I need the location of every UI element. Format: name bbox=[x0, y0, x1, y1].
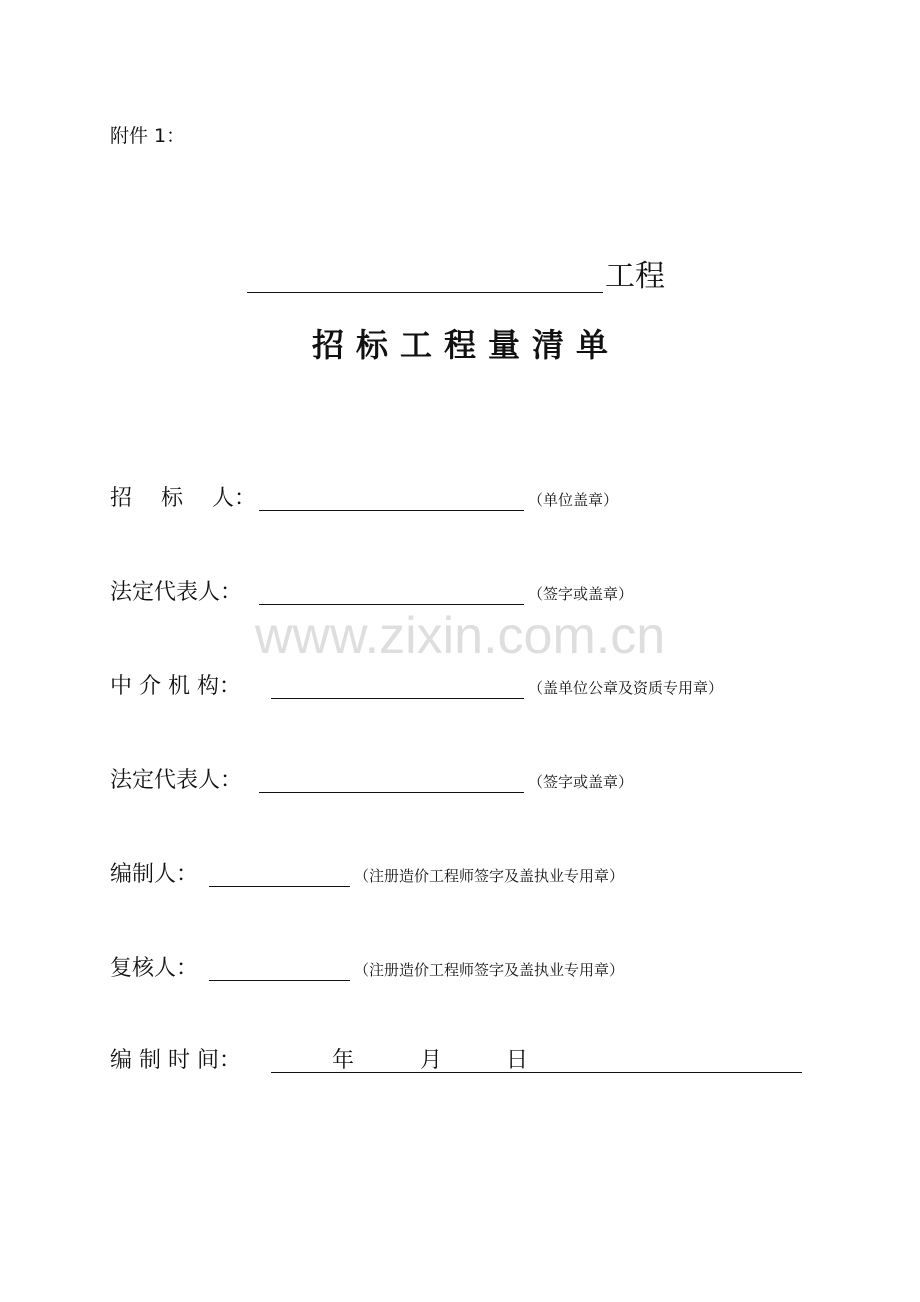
legal-rep-signature-line[interactable] bbox=[259, 764, 524, 793]
field-label: 法定代表人： bbox=[110, 580, 243, 605]
field-note: （盖单位公章及资质专用章） bbox=[528, 679, 724, 697]
attachment-label: 附件 1： bbox=[110, 125, 186, 147]
field-note: （注册造价工程师签字及盖执业专用章） bbox=[354, 867, 625, 885]
project-name-blank[interactable] bbox=[247, 262, 603, 293]
tenderer-signature-line[interactable] bbox=[259, 482, 524, 511]
legal-rep-signature-line[interactable] bbox=[259, 576, 524, 605]
field-label: 编制人： bbox=[110, 862, 199, 887]
field-note: （签字或盖章） bbox=[528, 773, 634, 791]
field-label: 招 标 人： bbox=[110, 486, 256, 511]
field-row-date bbox=[110, 1044, 810, 1078]
compiler-signature-line[interactable] bbox=[209, 858, 350, 887]
date-month: 月 bbox=[420, 1048, 443, 1073]
field-note: （注册造价工程师签字及盖执业专用章） bbox=[354, 961, 625, 979]
date-day: 日 bbox=[506, 1048, 529, 1073]
agency-signature-line[interactable] bbox=[271, 670, 524, 699]
field-label: 法定代表人： bbox=[110, 768, 243, 793]
field-note: （签字或盖章） bbox=[528, 585, 634, 603]
project-title-suffix: 工程 bbox=[605, 259, 665, 294]
page-title: 招标工程量清单 bbox=[311, 326, 620, 364]
watermark: www.zixin.com.cn bbox=[254, 607, 666, 665]
field-note: （单位盖章） bbox=[528, 491, 619, 509]
reviewer-signature-line[interactable] bbox=[209, 952, 350, 981]
date-label: 编 制 时 间： bbox=[110, 1048, 241, 1073]
field-label: 中 介 机 构： bbox=[110, 674, 241, 699]
date-year: 年 bbox=[332, 1048, 355, 1073]
project-title-line bbox=[247, 259, 672, 296]
field-label: 复核人： bbox=[110, 956, 199, 981]
